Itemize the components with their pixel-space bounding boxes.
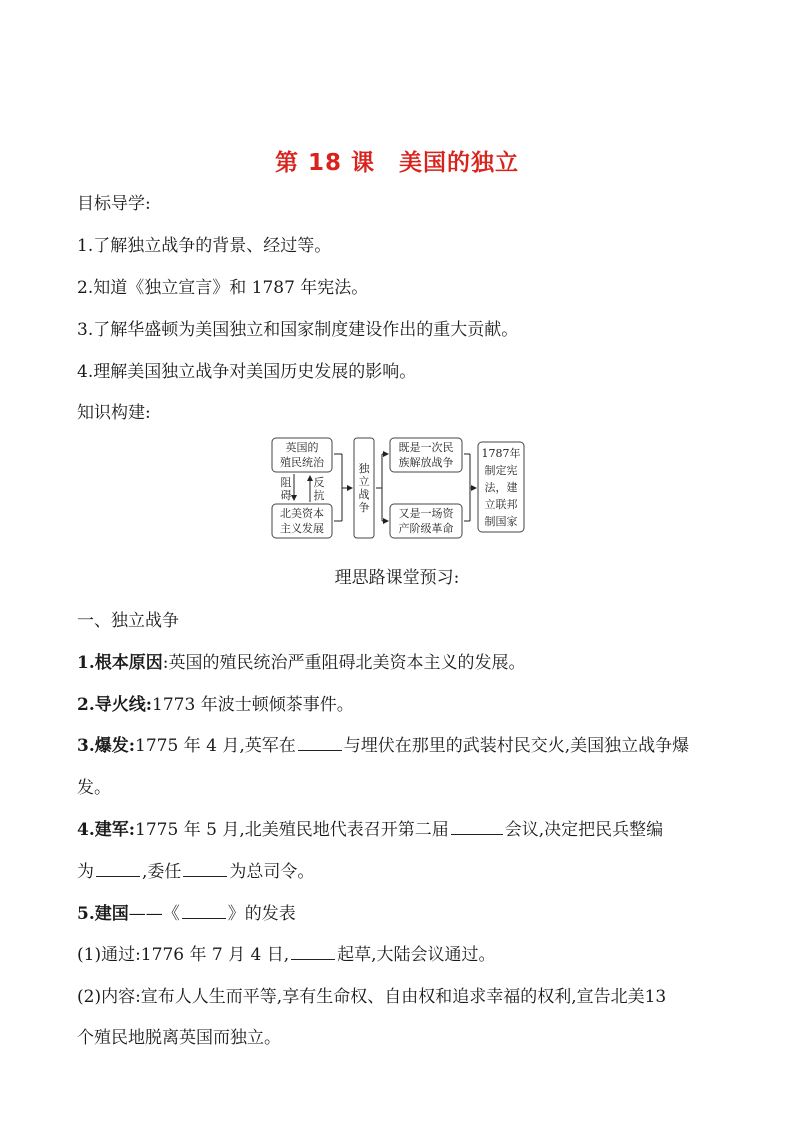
nation-line [77,899,296,924]
diagram-text: 产阶级革命 [398,522,454,535]
fuse-label: 2.导火线: [77,695,153,715]
content-line: (2)内容:宣布人人生而平等,享有生命权、自由权和追求幸福的权利,宣告北美13 [77,987,667,1007]
nation-label: 5.建国 [77,904,129,924]
diagram-text: 碍 [280,489,292,502]
preview-caption: 理思路课堂预习: [334,568,460,588]
root-cause-line [77,648,525,673]
diagram-text: 反 [313,476,325,489]
diagram-text: 战 [358,488,370,501]
outbreak-line [77,731,689,756]
outbreak-line-cont: 发。 [77,778,111,798]
diagram-text: 制定宪 [484,464,518,477]
diagram-text: 1787年 [481,447,521,460]
section-heading: 一、独立战争 [77,611,179,631]
diagram-text: 北美资本 [280,507,324,520]
diagram-text: 英国的 [285,441,319,454]
goal-item: 1.了解独立战争的背景、经过等。 [77,236,332,256]
army-text: 1775 年 5 月,北美殖民地代表召开第二届 [135,820,449,840]
answer-blank[interactable] [291,943,335,960]
root-cause-label: 1.根本原因 [77,653,163,673]
fuse-text: 1773 年波士顿倾茶事件。 [152,695,354,715]
root-cause-text: :英国的殖民统治严重阻碍北美资本主义的发展。 [162,653,526,673]
goal-item: 4.理解美国独立战争对美国历史发展的影响。 [77,362,417,382]
diagram-text: 又是一场资 [398,507,454,520]
diagram-text: 独 [358,462,370,475]
diagram-text: 族解放战争 [398,456,454,469]
answer-blank[interactable] [96,860,140,877]
knowledge-diagram [268,434,528,542]
goals-heading: 目标导学: [77,194,151,214]
diagram-text: 制国家 [484,515,518,528]
army-line-cont [77,857,314,882]
diagram-text: 争 [358,501,370,514]
knowledge-heading: 知识构建: [77,403,151,423]
diagram-text: 既是一次民 [398,441,454,454]
diagram-text: 立 [358,475,370,488]
page-title: 第 18 课 美国的独立 [274,150,520,176]
answer-blank[interactable] [451,818,503,835]
army-label: 4.建军: [77,820,136,840]
outbreak-text: 1775 年 4 月,英军在 [135,736,296,756]
army-text: 会议,决定把民兵整编 [504,820,664,840]
diagram-text: 殖民统治 [280,456,324,469]
pass-line [77,940,496,965]
army-text: ,委任 [142,862,182,882]
diagram-text: 法，建 [484,481,518,494]
diagram-text: 主义发展 [280,522,324,535]
goal-item: 3.了解华盛顿为美国独立和国家制度建设作出的重大贡献。 [77,320,519,340]
nation-text: ——《 [128,904,180,924]
army-line [77,815,663,840]
content-line-cont: 个殖民地脱离英国而独立。 [77,1028,281,1048]
answer-blank[interactable] [182,902,226,919]
diagram-text: 立联邦 [484,498,518,511]
fuse-line [77,690,354,715]
answer-blank[interactable] [298,734,342,751]
goal-item: 2.知道《独立宣言》和 1787 年宪法。 [77,278,369,298]
outbreak-label: 3.爆发: [77,736,136,756]
diagram-text: 抗 [313,489,325,502]
outbreak-text: 与埋伏在那里的武装村民交火,美国独立战争爆 [343,736,690,756]
nation-text: 》的发表 [227,904,296,924]
pass-text: (1)通过:1776 年 7 月 4 日, [77,945,290,965]
answer-blank[interactable] [183,860,227,877]
army-text: 为总司令。 [229,862,315,882]
army-text: 为 [77,862,94,882]
diagram-text: 阻 [280,476,292,489]
pass-text: 起草,大陆会议通过。 [337,945,496,965]
